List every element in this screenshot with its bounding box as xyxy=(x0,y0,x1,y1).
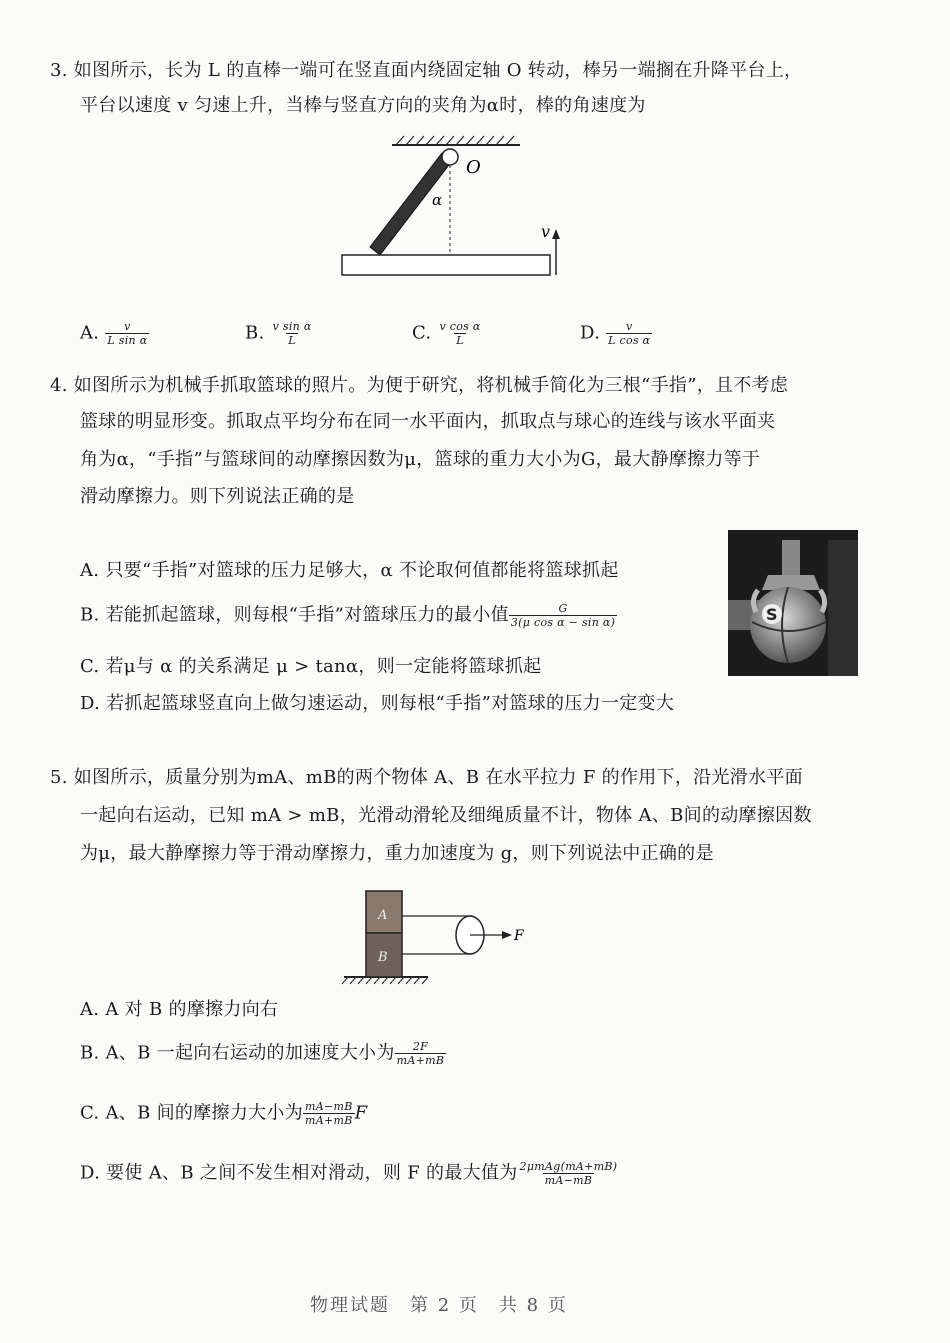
q3-stem-line1: 3. 如图所示，长为 L 的直棒一端可在竖直面内绕固定轴 O 转动，棒另一端搁在升降平台上， xyxy=(50,60,803,81)
q3-option-d-letter: D. xyxy=(580,322,601,344)
q3-option-b xyxy=(245,320,314,347)
q5-option-b xyxy=(80,1040,446,1067)
q4-stem-line4: 滑动摩擦力。则下列说法正确的是 xyxy=(80,486,355,507)
q5-option-c xyxy=(80,1100,367,1127)
q4-option-b-text: B. 若能抓起篮球，则每根“手指”对篮球压力的最小值 xyxy=(80,604,509,626)
q5-option-d-den: mA−mB xyxy=(544,1174,593,1187)
q3-option-d-den: L cos α xyxy=(608,334,651,347)
q5-label-F: F xyxy=(514,928,524,944)
q3-option-d xyxy=(580,320,652,347)
q5-stem-line2: 一起向右运动，已知 mA > mB，光滑动滑轮及细绳质量不计，物体 A、B间的动摩擦因数 xyxy=(80,805,812,826)
q4-stem-line2: 篮球的明显形变。抓取点平均分布在同一水平面内，抓取点与球心的连线与该水平面夹 xyxy=(80,411,776,432)
q3-option-c-letter: C. xyxy=(412,322,432,344)
q3-label-v: v xyxy=(541,222,551,241)
q3-stem-line2: 平台以速度 v 匀速上升，当棒与竖直方向的夹角为α时，棒的角速度为 xyxy=(80,95,646,116)
q5-option-c-den: mA+mB xyxy=(305,1114,353,1127)
q5-option-c-tail: F xyxy=(354,1102,368,1124)
robot-hand-basketball-photo xyxy=(728,530,858,676)
q5-option-c-num: mA−mB xyxy=(305,1100,353,1113)
photo-s-label: S xyxy=(766,605,778,624)
q5-option-b-text: B. A、B 一起向右运动的加速度大小为 xyxy=(80,1042,395,1064)
q5-option-d xyxy=(80,1160,619,1187)
q3-label-alpha: α xyxy=(432,191,443,209)
q3-option-b-letter: B. xyxy=(245,322,265,344)
q5-stem-line3: 为μ，最大静摩擦力等于滑动摩擦力，重力加速度为 g，则下列说法中正确的是 xyxy=(80,843,714,864)
q5-option-b-num: 2F xyxy=(412,1040,429,1053)
q5-option-c-text: C. A、B 间的摩擦力大小为 xyxy=(80,1102,304,1124)
q4-option-a: A. 只要“手指”对篮球的压力足够大，α 不论取何值都能将篮球抓起 xyxy=(80,560,619,581)
q5-option-d-num: 2μmAg(mA+mB) xyxy=(519,1160,618,1173)
q4-option-b xyxy=(80,602,617,629)
q5-option-b-den: mA+mB xyxy=(396,1054,445,1067)
page-footer: 物理试题 第 2 页 共 8 页 xyxy=(310,1295,568,1316)
q5-label-A: A xyxy=(378,908,388,923)
q4-option-b-num: G xyxy=(558,602,568,615)
q5-option-a: A. A 对 B 的摩擦力向右 xyxy=(80,999,279,1020)
q5-option-d-text: D. 要使 A、B 之间不发生相对滑动，则 F 的最大值为 xyxy=(80,1162,518,1184)
q3-option-b-den: L xyxy=(288,334,296,347)
q3-option-c-num: v cos α xyxy=(439,320,481,333)
q3-option-a-num: v xyxy=(124,320,131,333)
q5-label-B: B xyxy=(378,950,388,965)
q3-option-b-num: v sin α xyxy=(272,320,312,333)
q3-rod-figure xyxy=(330,133,570,283)
q3-option-a-den: L sin α xyxy=(107,334,148,347)
q5-stem-line1: 5. 如图所示，质量分别为mA、mB的两个物体 A、B 在水平拉力 F 的作用下，沿光滑水平面 xyxy=(50,767,803,788)
q3-option-c-den: L xyxy=(456,334,464,347)
q5-pulley-figure xyxy=(340,885,540,985)
q4-stem-line1: 4. 如图所示为机械手抓取篮球的照片。为便于研究，将机械手简化为三根“手指”，且不考虑 xyxy=(50,375,789,396)
q3-option-a-letter: A. xyxy=(80,322,100,344)
q3-option-d-num: v xyxy=(626,320,633,333)
q4-option-b-den: 3(μ cos α − sin α) xyxy=(510,616,616,629)
q4-stem-line3: 角为α，“手指”与篮球间的动摩擦因数为μ，篮球的重力大小为G，最大静摩擦力等于 xyxy=(80,449,761,470)
q3-option-c xyxy=(412,320,483,347)
q3-label-O: O xyxy=(466,157,481,178)
q4-option-d: D. 若抓起篮球竖直向上做匀速运动，则每根“手指”对篮球的压力一定变大 xyxy=(80,693,675,714)
q4-option-c: C. 若μ与 α 的关系满足 μ > tanα，则一定能将篮球抓起 xyxy=(80,656,542,677)
q3-option-a xyxy=(80,320,149,347)
